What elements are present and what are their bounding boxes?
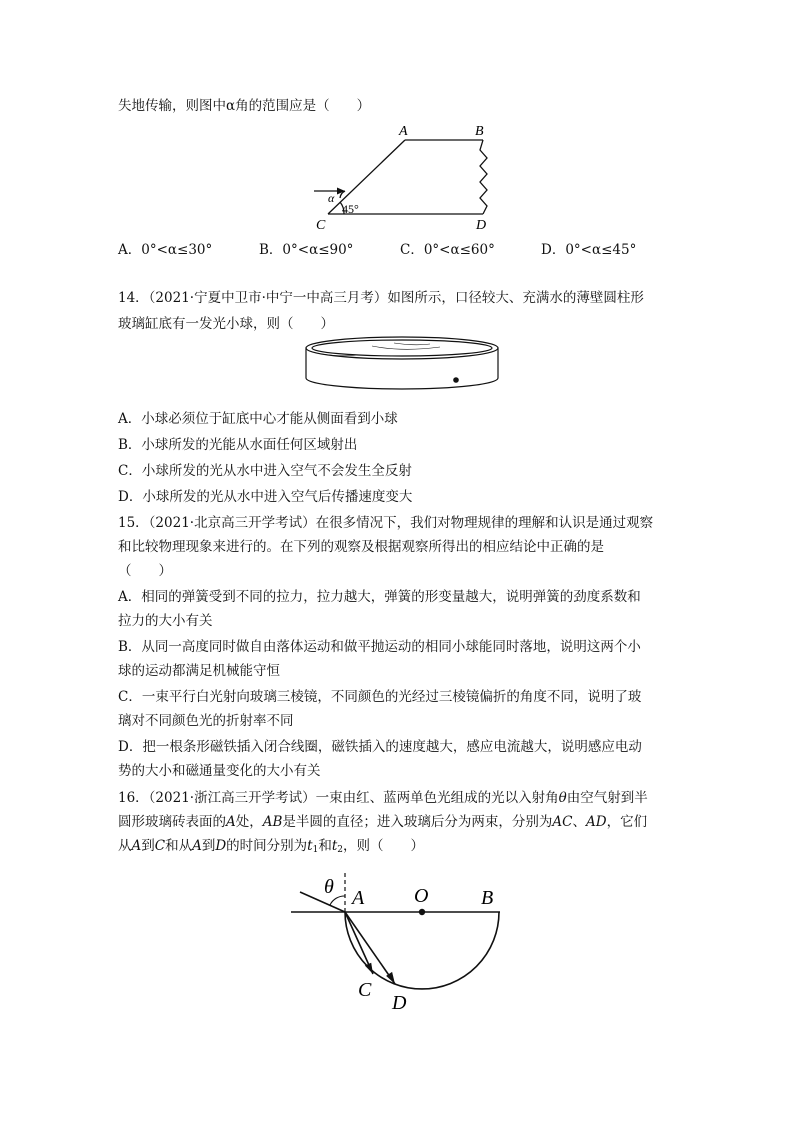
q15-option-c-line2: 璃对不同颜色光的折射率不同 (118, 713, 294, 729)
q16-label-c: C (358, 979, 372, 1001)
q13-figure (308, 118, 508, 233)
q16-incident-ray (300, 892, 345, 912)
q14-glowing-ball (453, 377, 459, 383)
q15-option-b-line1: B．从同一高度同时做自由落体运动和做平抛运动的相同小球能同时落地，说明这两个小 (118, 639, 641, 655)
q13-label-c: C (316, 218, 326, 233)
q16-label-theta: θ (324, 876, 334, 898)
q16-label-d: D (392, 992, 407, 1014)
q14-figure (302, 330, 502, 400)
q13-ray-arrowhead (337, 188, 345, 195)
q14-option-a[interactable]: A．小球必须位于缸底中心才能从侧面看到小球 (118, 411, 398, 427)
q16-stem-line2: 圆形玻璃砖表面的A处，AB是半圆的直径；进入玻璃后分为两束，分别为AC、AD，它们 (118, 814, 648, 830)
q13-broken-edge (480, 140, 487, 214)
q16-theta: θ (558, 790, 567, 806)
q16-stem-line3: 从A到C和从A到D的时间分别为$t_1$和$t_2$，则（ ） (118, 838, 425, 855)
q16-figure (288, 868, 518, 1018)
q13-edge-ac (328, 140, 405, 214)
q16-label-o: O (414, 885, 429, 907)
q13-option-b[interactable]: B．0°<α≤90° (259, 242, 354, 258)
q16-semicircle (345, 912, 499, 989)
q16-center-point-o (419, 909, 425, 915)
q15-stem-line3: （ ） (118, 563, 172, 579)
q13-label-a: A (399, 124, 408, 139)
q13-label-d: D (476, 218, 487, 233)
q14-tank-top-inner (312, 340, 492, 356)
q16-label-b: B (481, 887, 494, 909)
q14-tank-bottom (306, 378, 498, 389)
q16-ray-ad (345, 912, 395, 984)
q16-stem-line1: 16．（2021·浙江高三开学考试）一束由红、蓝两单色光组成的光以入射角θ由空气射到半 (118, 790, 648, 806)
q15-stem-line2: 和比较物理现象来进行的。在下列的观察及根据观察所得出的相应结论中正确的是 (118, 539, 604, 555)
q13-label-alpha: α (328, 191, 335, 205)
q13-option-c[interactable]: C．0°<α≤60° (400, 242, 495, 258)
q15-option-a-line1: A．相同的弹簧受到不同的拉力，拉力越大，弹簧的形变量越大，说明弹簧的劲度系数和 (118, 589, 641, 605)
q13-option-a[interactable]: A．0°<α≤30° (118, 242, 213, 258)
q14-stem-line1: 14．（2021·宁夏中卫市·中宁一中高三月考）如图所示，口径较大、充满水的薄壁圆柱形 (118, 290, 644, 306)
q15-option-b-line2: 球的运动都满足机械能守恒 (118, 663, 280, 679)
q14-option-d[interactable]: D．小球所发的光从水中进入空气后传播速度变大 (118, 489, 413, 505)
q13-label-45: 45° (342, 202, 359, 216)
q15-option-c-line1: C．一束平行白光射向玻璃三棱镜，不同颜色的光经过三棱镜偏折的角度不同，说明了玻 (118, 689, 642, 705)
q13-option-d[interactable]: D．0°<α≤45° (541, 242, 637, 258)
q14-option-c[interactable]: C．小球所发的光从水中进入空气不会发生全反射 (118, 463, 412, 479)
q15-stem-line1: 15．（2021·北京高三开学考试）在很多情况下，我们对物理规律的理解和认识是通过观察 (118, 515, 654, 531)
q16-label-a: A (352, 887, 365, 909)
q13-stem-tail: 失地传输，则图中α角的范围应是（ ） (118, 98, 371, 114)
q14-option-b[interactable]: B．小球所发的光能从水面任何区域射出 (118, 437, 358, 453)
q14-stem-line2: 玻璃缸底有一发光小球，则（ ） (118, 316, 334, 332)
q15-option-d-line1: D．把一根条形磁铁插入闭合线圈，磁铁插入的速度越大，感应电流越大，说明感应电动 (118, 739, 642, 755)
q13-label-b: B (475, 124, 484, 139)
q15-option-a-line2: 拉力的大小有关 (118, 613, 213, 629)
q15-option-d-line2: 势的大小和磁通量变化的大小有关 (118, 763, 321, 779)
